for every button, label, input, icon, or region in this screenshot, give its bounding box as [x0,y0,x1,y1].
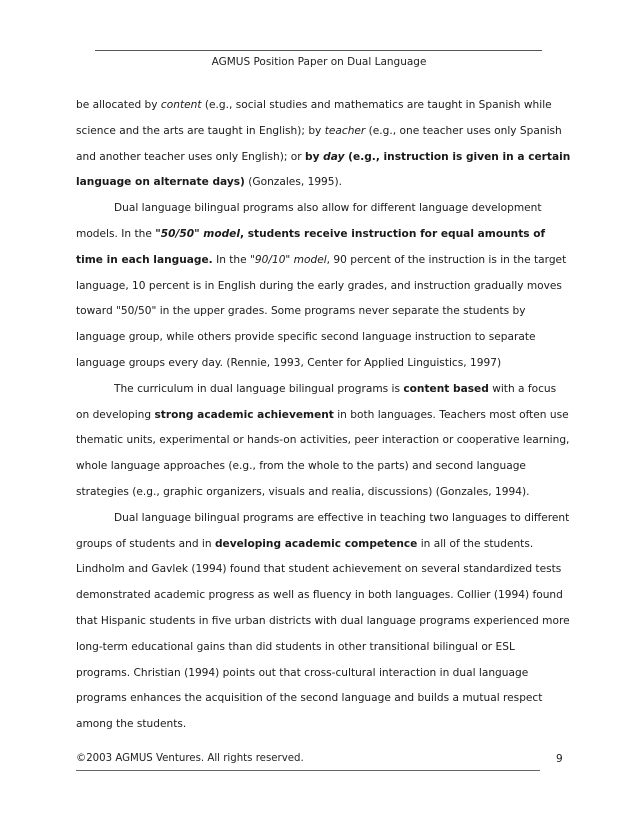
text-run: groups of students and in [76,537,215,550]
text-run: that Hispanic students in five urban districts with dual language programs experienced more [76,614,570,627]
text-run: , students receive instruction for equal amounts of [240,227,546,240]
page-number: 9 [556,753,563,765]
text-run: strategies (e.g., graphic organizers, visuals and realia, discussions) (Gonzales, 1994). [76,485,530,498]
text-run: Lindholm and Gavlek (1994) found that student achievement on several standardized tests [76,563,562,576]
text-line [76,174,566,200]
text-line [76,278,566,304]
text-line [76,381,566,407]
text-run: Dual language bilingual programs also allow for different language development [114,202,542,215]
text-line [76,123,566,149]
text-run: whole language approaches (e.g., from the whole to the parts) and second language [76,460,526,473]
header-title: AGMUS Position Paper on Dual Language [211,56,427,68]
footer-rule [76,770,540,771]
text-run: demonstrated academic progress as well as fluency in both languages. Collier (1994) found [76,589,563,602]
text-line [76,97,566,123]
text-run: Dual language bilingual programs are effective in teaching two languages to different [114,511,570,524]
text-run: (e.g., social studies and mathematics are taught in Spanish while [201,99,552,111]
text-run: thematic units, experimental or hands-on activities, peer interaction or cooperative learning, [76,434,570,447]
text-line [76,484,566,510]
text-run: language group, while others provide specific second language instruction to separate [76,331,536,344]
text-run: in all of the students. [417,537,534,550]
text-line [76,716,566,742]
text-run: language, 10 percent is in English during the early grades, and instruction gradually moves [76,279,562,292]
text-line [76,458,566,484]
text-line [76,561,566,587]
text-run: models. In the [76,227,156,240]
text-run: toward "50/50" in the upper grades. Some programs never separate the students by [76,305,526,318]
footer-copyright: ©2003 AGMUS Ventures. All rights reserved. [76,753,304,764]
text-line [76,432,570,458]
text-run: among the students. [76,718,187,731]
text-run: day [323,150,345,163]
text-line [76,665,566,691]
text-run: science and the arts are taught in English); by [76,124,325,137]
text-line [76,226,566,252]
text-line [76,329,566,355]
text-line [76,252,566,278]
text-line [76,510,570,536]
text-run: time in each language. [76,253,213,266]
text-run: teacher [324,124,366,137]
text-run: programs enhances the acquisition of the second language and builds a mutual respect [76,692,543,705]
text-run: (e.g., instruction is given in a certain [344,150,571,163]
text-line [76,613,570,639]
text-line [76,303,566,329]
text-line [76,407,569,433]
text-run: content [160,99,202,111]
text-run: developing academic competence [214,537,418,550]
text-line [76,587,566,613]
text-line [76,149,571,175]
text-run: "50/50" model [155,227,240,240]
text-line [76,639,566,665]
text-run: (Gonzales, 1995). [244,176,343,189]
text-run: (e.g., one teacher uses only Spanish [365,124,562,137]
text-run: In the [212,253,251,266]
text-run: , 90 percent of the instruction is in the target [326,253,567,266]
text-run: language on alternate days) [76,176,245,189]
text-run: in both languages. Teachers most often use [333,408,569,421]
text-run: programs. Christian (1994) points out that cross-cultural interaction in dual language [76,666,529,679]
text-run: content based [403,382,489,395]
text-run: "90/10" model [250,253,327,266]
text-run: strong academic achievement [154,408,334,421]
text-line [76,200,566,226]
text-run: be allocated by [76,99,161,111]
header-rule [95,50,542,51]
text-run: and another teacher uses only English); or [76,150,305,163]
text-run: by [304,150,324,163]
text-run: language groups every day. (Rennie, 1993, Center for Applied Linguistics, 1997) [76,356,502,369]
body-text [76,97,571,742]
text-run: The curriculum in dual language bilingual programs is [114,382,404,395]
text-line [76,690,566,716]
text-run: with a focus [488,382,557,395]
text-line [76,536,566,562]
text-run: on developing [76,408,155,421]
text-line [76,355,566,381]
text-run: long-term educational gains than did students in other transitional bilingual or ESL [76,640,515,653]
